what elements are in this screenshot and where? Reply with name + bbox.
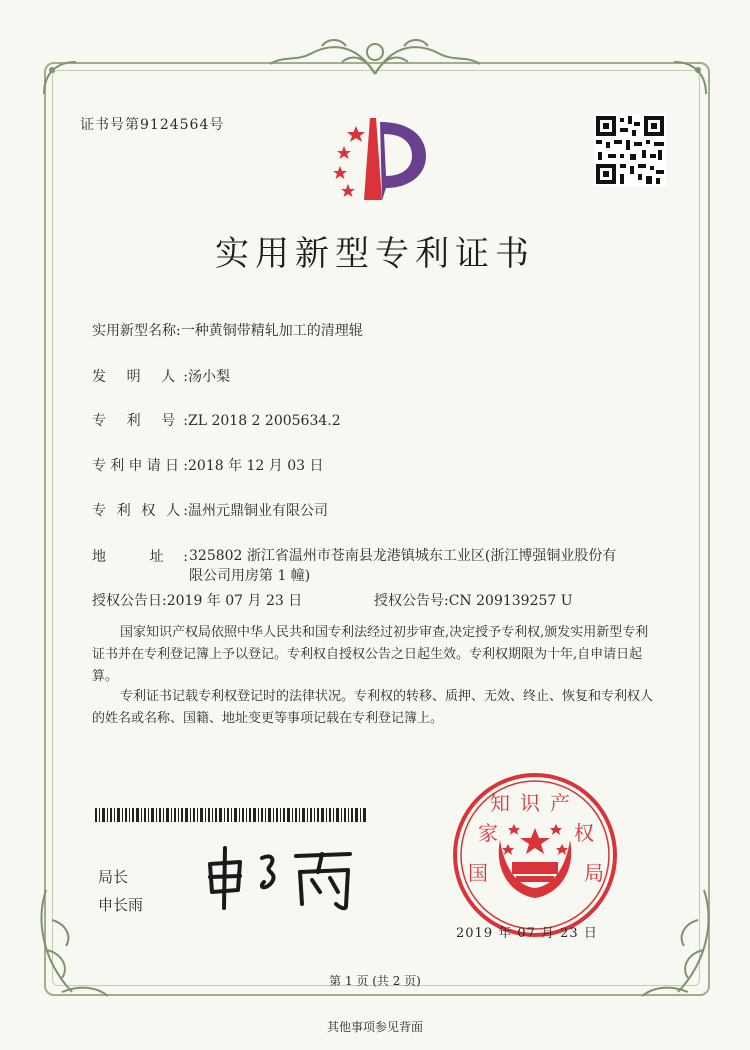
svg-text:局: 局: [584, 861, 604, 885]
official-seal: [450, 770, 620, 940]
certificate-title: 实用新型专利证书: [215, 234, 535, 274]
director-name: 申长雨: [98, 896, 144, 914]
handwritten-signature: [200, 842, 370, 912]
qr-code: [594, 114, 666, 186]
grant-statement-paragraph: 国家知识产权局依照中华人民共和国专利法经过初步审查,决定授予专利权,颁发实用新型专利证书并在专利登记簿上予以登记。专利权自授权公告之日起生效。专利权期限为十年,自申请日起算。: [92, 625, 649, 684]
back-note: 其他事项参见背面: [326, 1020, 423, 1034]
patentee-label: 专 利 权 人:: [92, 503, 188, 519]
director-title: 局长: [98, 868, 129, 886]
grant-number-row: [374, 590, 573, 610]
certificate-number: 证书号第9124564号: [80, 117, 225, 133]
utility-model-name-label: 实用新型名称:: [92, 323, 181, 339]
patentee-row: [92, 500, 328, 520]
top-ornament: [262, 34, 488, 80]
grant-date-value: 2019 年 07 月 23 日: [166, 593, 303, 609]
cnipa-logo: [316, 112, 440, 204]
grant-number-value: CN 209139257 U: [448, 593, 573, 609]
address-value: 325802 浙江省温州市苍南县龙港镇城东工业区(浙江博强铜业股份有限公司用房第 1 幢): [189, 548, 617, 584]
filing-date-value: 2018 年 12 月 03 日: [188, 458, 324, 474]
patentee-value: 温州元鼎铜业有限公司: [188, 503, 328, 519]
svg-text:知识产: 知识产: [490, 791, 580, 815]
inventor-label: 发 明 人:: [92, 369, 188, 385]
grant-date-label: 授权公告日:: [92, 593, 167, 609]
issue-date: 2019 年 07 月 23 日: [456, 926, 598, 941]
grant-date-row: [92, 590, 302, 610]
corner-ornament-top-right: [670, 58, 710, 98]
svg-text:国: 国: [468, 861, 488, 885]
inventor-value: 汤小梨: [188, 369, 230, 385]
address-label: 地 址:: [92, 549, 188, 565]
corner-ornament-top-left: [40, 58, 80, 98]
patent-number-row: [92, 410, 341, 430]
address-row: [92, 546, 188, 566]
page-number: 第 1 页 (共 2 页): [329, 974, 421, 988]
svg-text:家: 家: [478, 821, 498, 845]
utility-model-name-value: 一种黄铜带精轧加工的清理辊: [180, 323, 363, 339]
patent-number-label: 专 利 号:: [92, 413, 188, 429]
inventor-row: [92, 366, 230, 386]
filing-date-row: [92, 455, 324, 475]
barcode: [95, 808, 367, 822]
patent-number-value: ZL 2018 2 2005634.2: [188, 413, 341, 429]
filing-date-label: 专利申请日:: [92, 458, 188, 474]
svg-text:权: 权: [574, 821, 594, 845]
legal-status-paragraph: 专利证书记载专利权登记时的法律状况。专利权的转移、质押、无效、终止、恢复和专利权人的姓名或名称、国籍、地址变更等事项记载在专利登记簿上。: [92, 689, 654, 726]
grant-number-label: 授权公告号:: [374, 593, 449, 609]
utility-model-name-row: [92, 320, 363, 340]
